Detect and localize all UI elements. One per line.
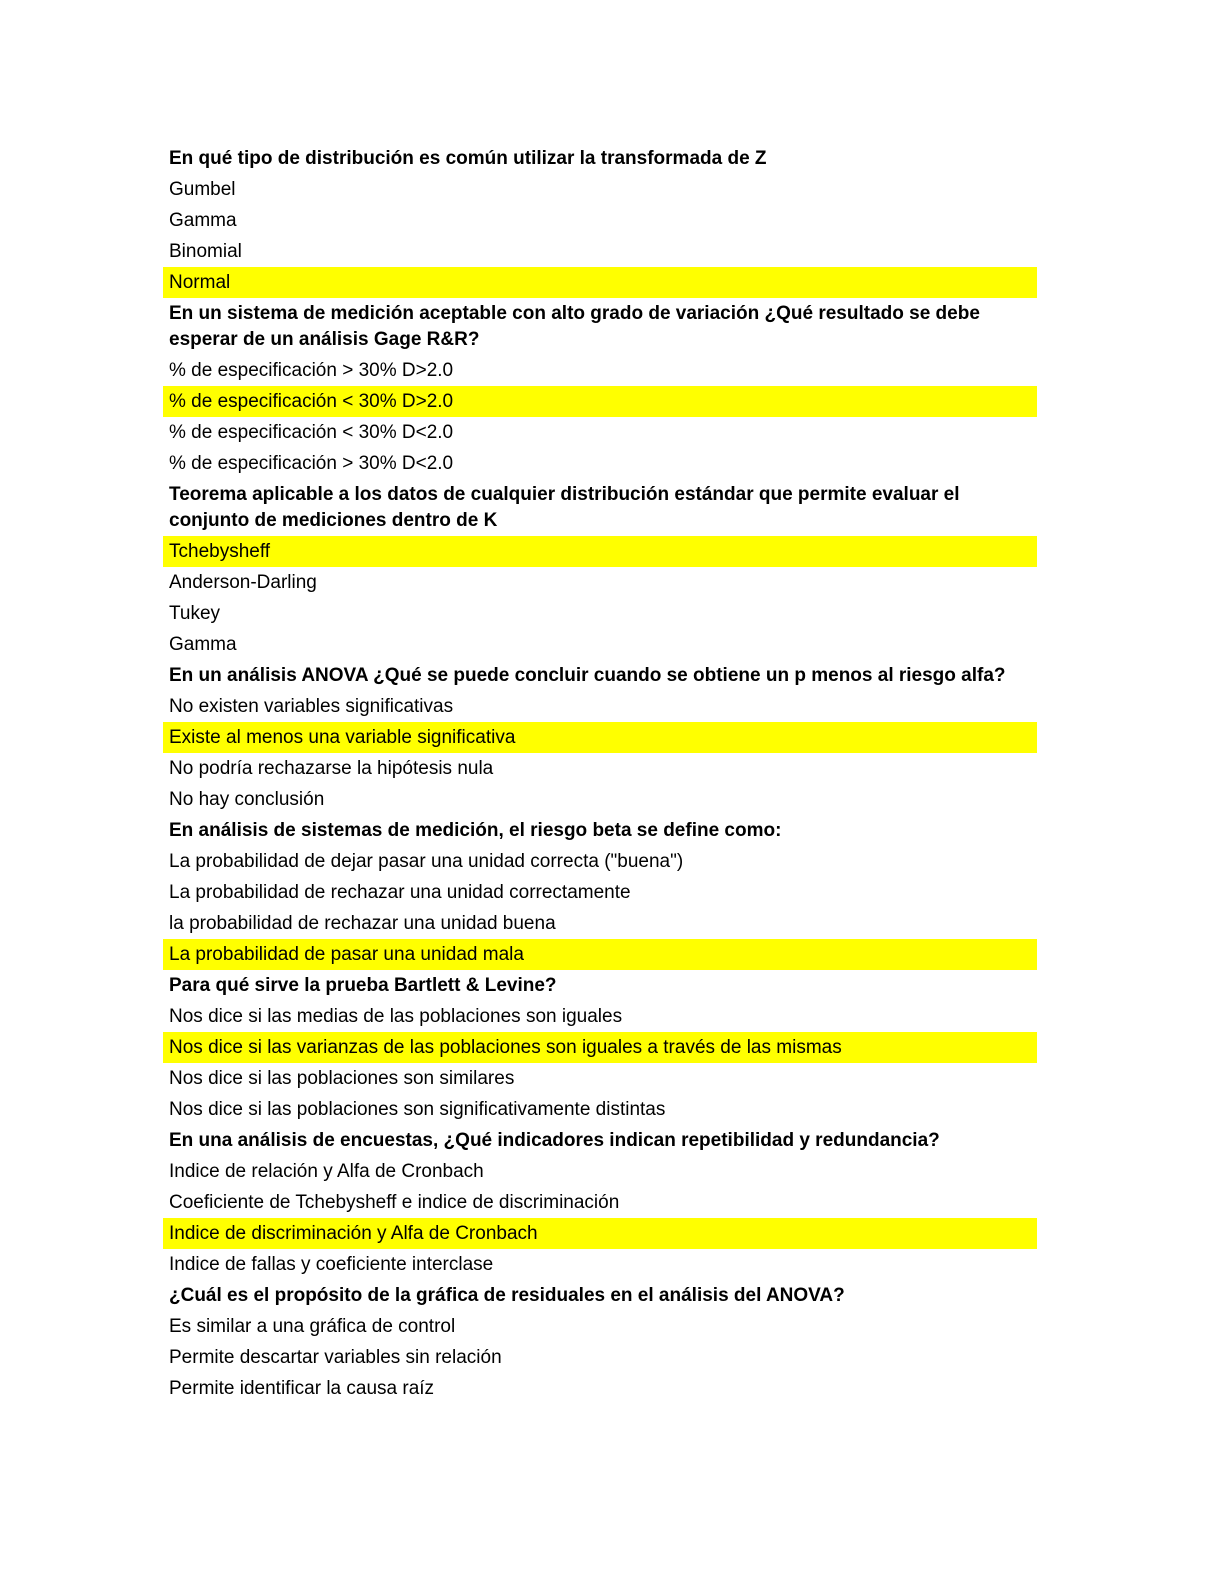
question-8: ¿Cuál es el propósito de la gráfica de residuales en el análisis del ANOVA? (169, 1285, 845, 1306)
question-7-option-3-correct-answer: Indice de discriminación y Alfa de Cronbach (163, 1218, 1037, 1249)
question-5-option-4-correct-answer: La probabilidad de pasar una unidad mala (163, 939, 1037, 970)
question-7-option-1: Indice de relación y Alfa de Cronbach (169, 1161, 484, 1182)
question-6-option-1: Nos dice si las medias de las poblaciones son iguales (169, 1006, 623, 1027)
quiz-page (163, 143, 1037, 1404)
question-3-option-2: Anderson-Darling (169, 572, 317, 593)
question-6-option-4: Nos dice si las poblaciones son significativamente distintas (169, 1099, 666, 1120)
question-8-option-2: Permite descartar variables sin relación (169, 1347, 502, 1368)
question-2-option-2-correct-answer: % de especificación < 30% D>2.0 (163, 386, 1037, 417)
question-4-option-4: No hay conclusión (169, 789, 325, 810)
question-5-option-3: la probabilidad de rechazar una unidad buena (169, 913, 556, 934)
question-1: En qué tipo de distribución es común utilizar la transformada de Z (169, 148, 767, 169)
question-2: En un sistema de medición aceptable con alto grado de variación ¿Qué resultado se debe esperar de un análisis Gage R&R? (169, 303, 980, 350)
question-1-option-3: Binomial (169, 241, 242, 262)
question-6: Para qué sirve la prueba Bartlett & Levine? (169, 975, 557, 996)
question-5: En análisis de sistemas de medición, el riesgo beta se define como: (169, 820, 782, 841)
question-3-option-3: Tukey (169, 603, 221, 624)
question-8-option-3: Permite identificar la causa raíz (169, 1378, 435, 1399)
question-3: Teorema aplicable a los datos de cualquier distribución estándar que permite evaluar el conjunto de mediciones dentro de K (169, 484, 960, 531)
question-5-option-2: La probabilidad de rechazar una unidad correctamente (169, 882, 631, 903)
question-2-option-1: % de especificación > 30% D>2.0 (169, 360, 454, 381)
question-3-option-4: Gamma (169, 634, 237, 655)
question-7-option-4: Indice de fallas y coeficiente interclase (169, 1254, 494, 1275)
question-7: En una análisis de encuestas, ¿Qué indicadores indican repetibilidad y redundancia? (169, 1130, 940, 1151)
question-5-option-1: La probabilidad de dejar pasar una unidad correcta ("buena") (169, 851, 684, 872)
question-4-option-2-correct-answer: Existe al menos una variable significativa (163, 722, 1037, 753)
question-1-option-4-correct-answer: Normal (163, 267, 1037, 298)
question-4-option-1: No existen variables significativas (169, 696, 454, 717)
question-2-option-3: % de especificación < 30% D<2.0 (169, 422, 454, 443)
question-4-option-3: No podría rechazarse la hipótesis nula (169, 758, 494, 779)
question-6-option-3: Nos dice si las poblaciones son similares (169, 1068, 515, 1089)
question-6-option-2-correct-answer: Nos dice si las varianzas de las poblaciones son iguales a través de las mismas (163, 1032, 1037, 1063)
question-8-option-1: Es similar a una gráfica de control (169, 1316, 456, 1337)
question-3-option-1-correct-answer: Tchebysheff (163, 536, 1037, 567)
question-7-option-2: Coeficiente de Tchebysheff e indice de discriminación (169, 1192, 620, 1213)
question-2-option-4: % de especificación > 30% D<2.0 (169, 453, 454, 474)
question-4: En un análisis ANOVA ¿Qué se puede concluir cuando se obtiene un p menos al riesgo alfa? (169, 665, 1006, 686)
question-1-option-1: Gumbel (169, 179, 236, 200)
question-1-option-2: Gamma (169, 210, 237, 231)
